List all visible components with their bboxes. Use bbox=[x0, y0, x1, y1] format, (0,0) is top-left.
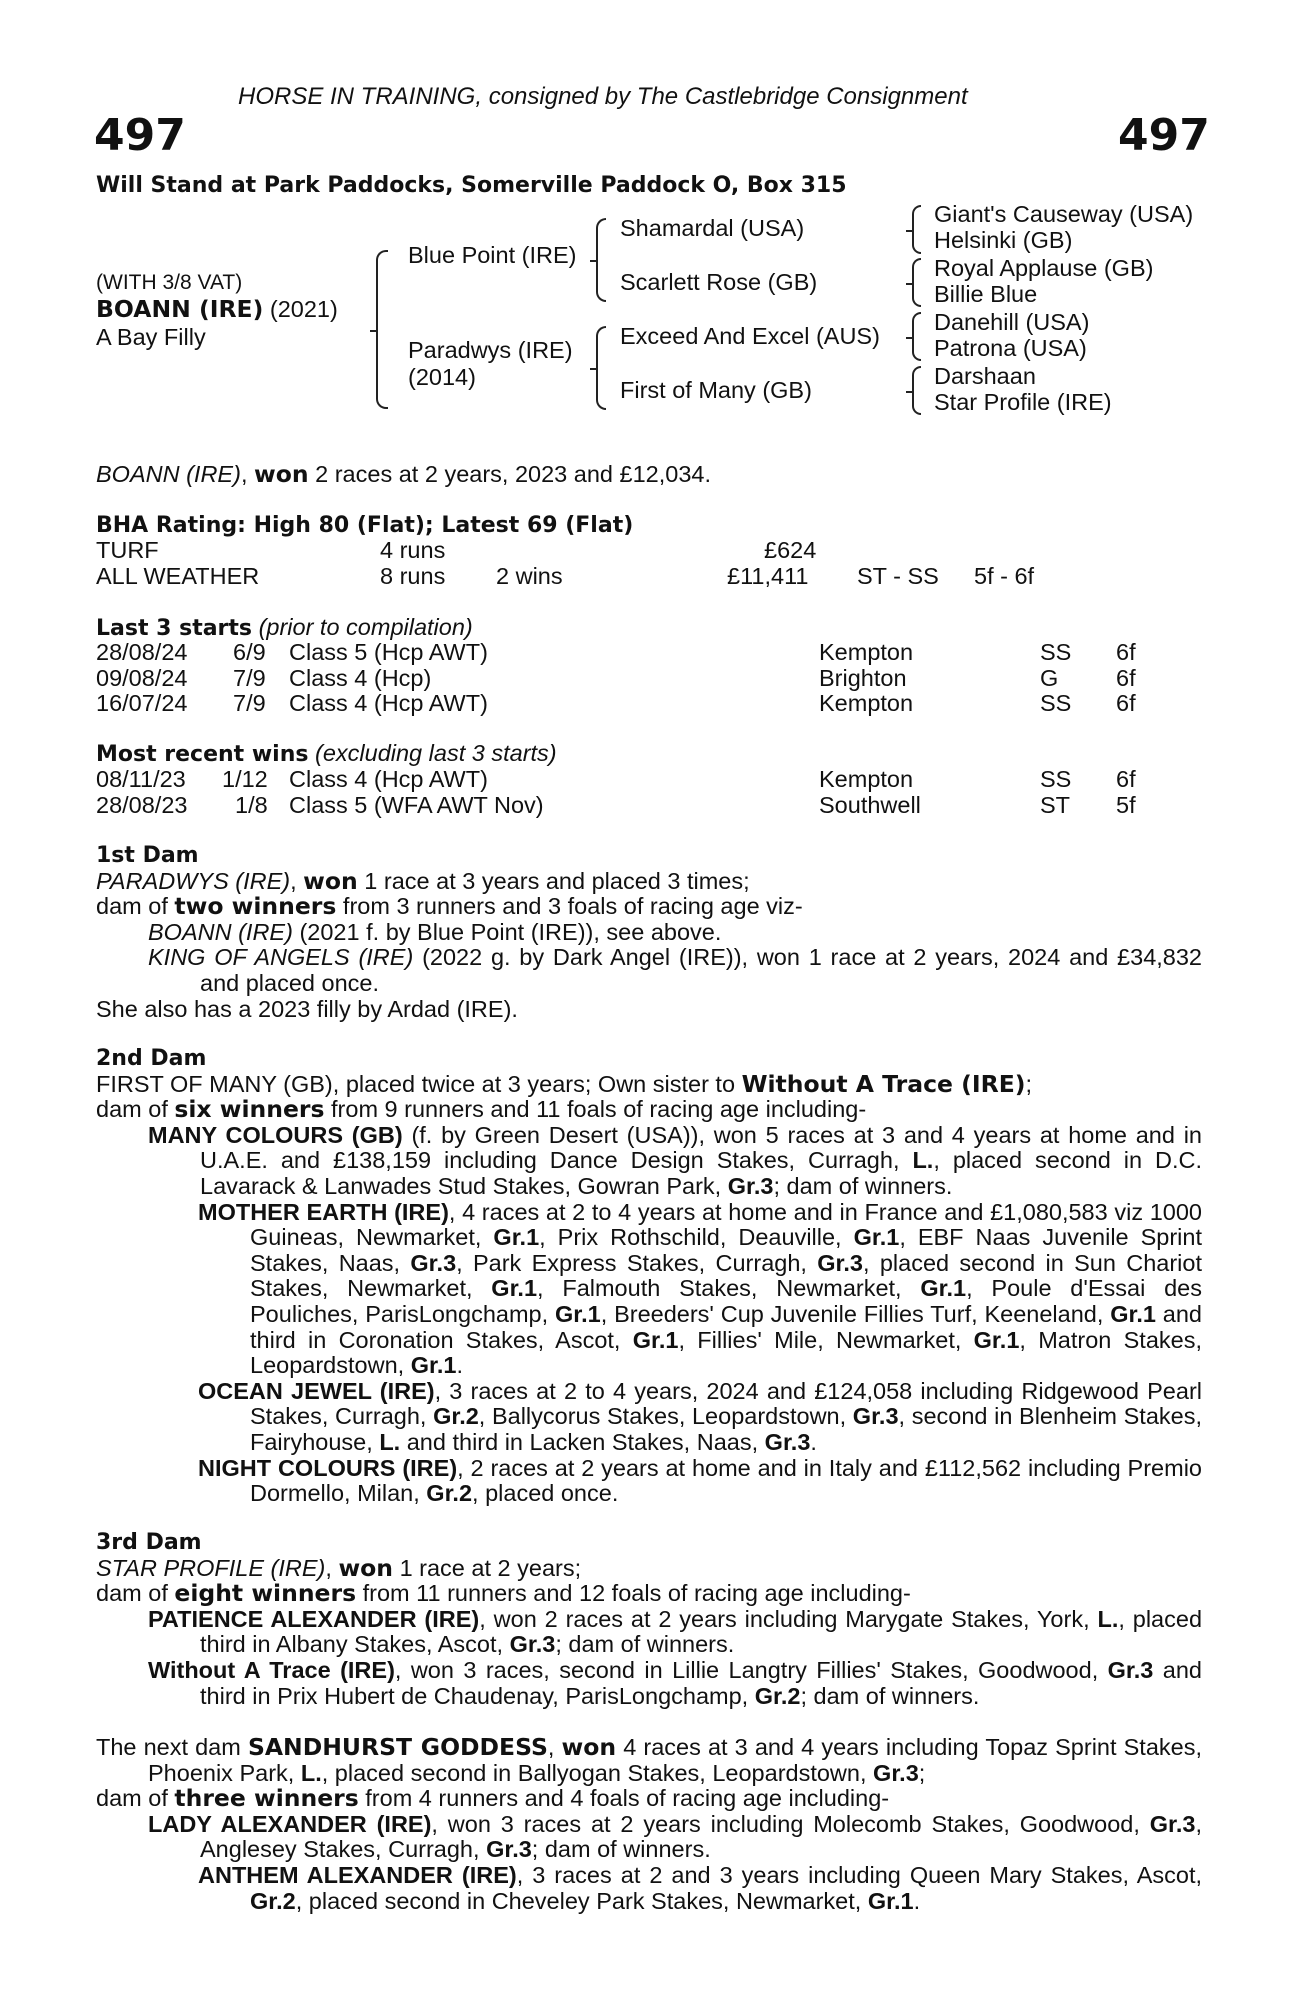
second-dam-winners: six winners bbox=[174, 1095, 325, 1124]
third-dam-produce-text: from 11 runners and 12 foals of racing age including- bbox=[362, 1580, 911, 1607]
second-dam-text: FIRST OF MANY (GB), placed twice at 3 years; Own sister to bbox=[96, 1070, 736, 1097]
start-race: Class 5 (Hcp AWT) bbox=[289, 639, 488, 665]
win-date: 28/08/23 bbox=[96, 792, 188, 818]
third-dam-section bbox=[96, 1530, 1202, 1709]
first-dam-heading: 1st Dam bbox=[96, 843, 199, 868]
rating-aw-surface: ALL WEATHER bbox=[96, 563, 260, 589]
recent-wins-note: (excluding last 3 starts) bbox=[315, 740, 557, 766]
last-starts-note: (prior to compilation) bbox=[258, 614, 473, 640]
start-position: 7/9 bbox=[233, 665, 266, 691]
start-going: G bbox=[1040, 665, 1059, 691]
recent-wins-title: Most recent wins bbox=[96, 742, 309, 767]
first-dam-name: PARADWYS (IRE) bbox=[96, 867, 291, 894]
second-dam-record bbox=[96, 1069, 1202, 1098]
second-dam-produce-text: from 9 runners and 11 foals of racing age including- bbox=[331, 1096, 867, 1123]
win-course: Kempton bbox=[819, 766, 914, 792]
lot-number-left: 497 bbox=[94, 110, 186, 161]
pedigree-brace-g1 bbox=[912, 205, 921, 254]
progeny-entry: LADY ALEXANDER (IRE), won 3 races at 2 years including Molecomb Stakes, Goodwood, Gr.3, Anglesey Stakes, Curragh, Gr.3; dam of winners. bbox=[148, 1810, 1202, 1863]
rating-aw-runs: 8 runs bbox=[380, 563, 446, 589]
second-dam-produce bbox=[96, 1097, 1202, 1123]
first-dam-also: She also has a 2023 filly by Ardad (IRE). bbox=[96, 995, 518, 1022]
lot-number-right: 497 bbox=[1118, 110, 1210, 161]
pedigree-brace-main bbox=[376, 250, 388, 409]
third-dam-text: 1 race at 2 years; bbox=[399, 1554, 582, 1581]
pedigree-sire-sire: Shamardal (USA) bbox=[620, 215, 805, 241]
dam-of-prefix: dam of bbox=[96, 893, 168, 920]
pedigree-brace-g4 bbox=[912, 366, 921, 415]
win-position: 1/8 bbox=[235, 792, 268, 818]
progeny-entry bbox=[96, 945, 1202, 996]
next-dam-prefix: The next dam bbox=[96, 1734, 241, 1760]
rating-turf-surface: TURF bbox=[96, 537, 159, 563]
third-dam-name: STAR PROFILE (IRE) bbox=[96, 1554, 326, 1581]
pedigree-brace-g3 bbox=[912, 312, 921, 361]
pedigree-g7: Darshaan bbox=[934, 363, 1036, 389]
first-dam-produce-text: from 3 runners and 3 foals of racing age viz- bbox=[342, 893, 803, 920]
progeny-entry: PATIENCE ALEXANDER (IRE), won 2 races at 2 years including Marygate Stakes, York, L., placed third in Albany Stakes, Ascot, Gr.3; dam of winners. bbox=[148, 1605, 1203, 1658]
start-date: 09/08/24 bbox=[96, 665, 188, 691]
next-dam-section bbox=[96, 1735, 1202, 1914]
dam-of-prefix: dam of bbox=[96, 1580, 168, 1607]
next-dam-name: SANDHURST GODDESS bbox=[247, 1733, 548, 1761]
summary-horse-name: BOANN (IRE) bbox=[96, 461, 241, 487]
pedigree-brace-g2 bbox=[912, 258, 921, 307]
recent-wins-heading bbox=[96, 741, 557, 768]
pedigree-g8: Star Profile (IRE) bbox=[934, 389, 1112, 415]
first-dam-winners: two winners bbox=[174, 892, 337, 921]
next-dam-won: won bbox=[561, 1733, 617, 1761]
second-dam-sister: Without A Trace (IRE) bbox=[741, 1069, 1026, 1098]
pedigree-brace-sire bbox=[596, 218, 606, 302]
progeny-entry bbox=[96, 920, 1202, 946]
win-distance: 5f bbox=[1116, 792, 1136, 818]
dam-of-prefix: dam of bbox=[96, 1785, 168, 1812]
win-course: Southwell bbox=[819, 792, 921, 818]
start-race: Class 4 (Hcp) bbox=[289, 665, 432, 691]
start-distance: 6f bbox=[1116, 665, 1136, 691]
second-dam-section bbox=[96, 1046, 1202, 1507]
pedigree-dam-dam: First of Many (GB) bbox=[620, 377, 812, 403]
race-summary: BOANN (IRE), won 2 races at 2 years, 2023 and £12,034. bbox=[96, 460, 711, 488]
rating-turf-prize: £624 bbox=[764, 537, 817, 563]
pedigree-dam-year: (2014) bbox=[408, 364, 476, 390]
third-dam-produce bbox=[96, 1581, 1202, 1607]
progeny-name: KING OF ANGELS (IRE) bbox=[148, 944, 414, 971]
pedigree-sire-dam: Scarlett Rose (GB) bbox=[620, 269, 818, 295]
next-dam-produce-text: from 4 runners and 4 foals of racing age including- bbox=[365, 1785, 890, 1812]
third-dam-heading: 3rd Dam bbox=[96, 1530, 202, 1555]
start-course: Kempton bbox=[819, 639, 914, 665]
progeny-entry: OCEAN JEWEL (IRE), 3 races at 2 to 4 years, 2024 and £124,058 including Ridgewood Pearl Stakes, Curragh, Gr.2, Ballycorus Stakes, Leopardstown, Gr.3, second in Blenheim Stakes, Fairyhouse, L. and third in Lacken Stakes, Naas, Gr.3. bbox=[198, 1377, 1202, 1455]
rating-turf-runs: 4 runs bbox=[380, 537, 446, 563]
stand-line: Will Stand at Park Paddocks, Somerville Paddock O, Box 315 bbox=[96, 173, 847, 198]
pedigree-dam: Paradwys (IRE) bbox=[408, 337, 573, 363]
first-dam-produce bbox=[96, 894, 1202, 920]
next-dam-record: The next dam SANDHURST GODDESS, won 4 races at 3 and 4 years including Topaz Sprint Stakes, Phoenix Park, L., placed second in Ballyogan Stakes, Leopardstown, Gr.3; bbox=[96, 1733, 1202, 1786]
summary-won: won bbox=[254, 460, 309, 488]
start-distance: 6f bbox=[1116, 690, 1136, 716]
win-race: Class 5 (WFA AWT Nov) bbox=[289, 792, 544, 818]
progeny-entry: ANTHEM ALEXANDER (IRE), 3 races at 2 and 3 years including Queen Mary Stakes, Ascot, Gr.2, placed second in Cheveley Park Stakes, Newmarket, Gr.1. bbox=[198, 1861, 1203, 1914]
start-going: SS bbox=[1040, 639, 1072, 665]
first-dam-text: 1 race at 3 years and placed 3 times; bbox=[364, 867, 750, 894]
next-dam-winners: three winners bbox=[174, 1784, 359, 1813]
second-dam-heading: 2nd Dam bbox=[96, 1046, 207, 1071]
progeny-entry: Without A Trace (IRE), won 3 races, second in Lillie Langtry Fillies' Stakes, Goodwood, Gr.3 and third in Prix Hubert de Chaudenay, ParisLongchamp, Gr.2; dam of winners. bbox=[148, 1656, 1202, 1709]
pedigree-brace-dam bbox=[596, 326, 606, 410]
next-dam-produce bbox=[96, 1786, 1202, 1812]
progeny-entry: MOTHER EARTH (IRE), 4 races at 2 to 4 years at home and in France and £1,080,583 viz 1000 Guineas, Newmarket, Gr.1, Prix Rothschild, Deauville, Gr.1, EBF Naas Juvenile Sprint Stakes, Naas, Gr.3, Park Express Stakes, Curragh, Gr.3, placed second in Sun Chariot Stakes, Newmarket, Gr.1, Falmouth Stakes, Newmarket, Gr.1, Poule d'Essai des Pouliches, ParisLongchamp, Gr.1, Breeders' Cup Juvenile Fillies Turf, Keeneland, Gr.1 and third in Coronation Stakes, Ascot, Gr.1, Fillies' Mile, Newmarket, Gr.1, Matron Stakes, Leopardstown, Gr.1. bbox=[198, 1198, 1203, 1379]
rating-aw-going: ST - SS bbox=[857, 563, 939, 589]
start-course: Kempton bbox=[819, 690, 914, 716]
punctuation: ; bbox=[1025, 1070, 1033, 1097]
third-dam-won: won bbox=[338, 1553, 394, 1582]
vat-note: (WITH 3/8 VAT) bbox=[96, 271, 243, 294]
pedigree-g3: Royal Applause (GB) bbox=[934, 255, 1154, 281]
win-going: SS bbox=[1040, 766, 1072, 792]
start-position: 6/9 bbox=[233, 639, 266, 665]
win-distance: 6f bbox=[1116, 766, 1136, 792]
pedigree-g4: Billie Blue bbox=[934, 281, 1038, 307]
first-dam-record: PARADWYS (IRE), won 1 race at 3 years and placed 3 times; bbox=[96, 866, 750, 895]
first-dam-section bbox=[96, 843, 1202, 1022]
pedigree-g1: Giant's Causeway (USA) bbox=[934, 201, 1194, 227]
last-starts-title: Last 3 starts bbox=[96, 616, 253, 641]
progeny-text: (2021 f. by Blue Point (IRE)), see above. bbox=[299, 918, 722, 945]
pedigree-g6: Patrona (USA) bbox=[934, 335, 1087, 361]
start-course: Brighton bbox=[819, 665, 907, 691]
win-race: Class 4 (Hcp AWT) bbox=[289, 766, 488, 792]
horse-name: BOANN (IRE) bbox=[96, 295, 264, 323]
win-date: 08/11/23 bbox=[96, 766, 186, 792]
pedigree-g5: Danehill (USA) bbox=[934, 309, 1090, 335]
rating-aw-prize: £11,411 bbox=[727, 563, 809, 589]
third-dam-winners: eight winners bbox=[174, 1579, 357, 1608]
horse-year: (2021) bbox=[269, 296, 338, 322]
rating-heading: BHA Rating: High 80 (Flat); Latest 69 (Flat) bbox=[96, 513, 634, 538]
pedigree-sire: Blue Point (IRE) bbox=[408, 242, 577, 268]
rating-aw-distance: 5f - 6f bbox=[974, 563, 1035, 589]
horse-description: A Bay Filly bbox=[96, 324, 206, 350]
progeny-text: (2022 g. by Dark Angel (IRE)), won 1 race at 2 years, 2024 and £34,832 and placed once. bbox=[200, 944, 1203, 996]
start-position: 7/9 bbox=[233, 690, 266, 716]
win-going: ST bbox=[1040, 792, 1071, 818]
consignor-line: HORSE IN TRAINING, consigned by The Castlebridge Consignment bbox=[238, 83, 968, 110]
start-distance: 6f bbox=[1116, 639, 1136, 665]
last-starts-heading bbox=[96, 615, 473, 642]
pedigree-g2: Helsinki (GB) bbox=[934, 227, 1073, 253]
start-date: 16/07/24 bbox=[96, 690, 188, 716]
progeny-name: BOANN (IRE) bbox=[148, 918, 293, 945]
start-going: SS bbox=[1040, 690, 1072, 716]
third-dam-record: STAR PROFILE (IRE), won 1 race at 2 years; bbox=[96, 1553, 582, 1582]
win-position: 1/12 bbox=[222, 766, 268, 792]
start-race: Class 4 (Hcp AWT) bbox=[289, 690, 488, 716]
dam-of-prefix: dam of bbox=[96, 1096, 168, 1123]
first-dam-won: won bbox=[303, 866, 358, 895]
summary-text: 2 races at 2 years, 2023 and £12,034. bbox=[315, 461, 711, 487]
rating-aw-wins: 2 wins bbox=[496, 563, 563, 589]
progeny-entry: MANY COLOURS (GB) (f. by Green Desert (USA)), won 5 races at 3 and 4 years at home and in U.A.E. and £138,159 including Dance Design Stakes, Curragh, L., placed second in D.C. Lavarack & Lanwades Stud Stakes, Gowran Park, Gr.3; dam of winners. bbox=[148, 1121, 1202, 1199]
progeny-entry: NIGHT COLOURS (IRE), 2 races at 2 years at home and in Italy and £112,562 including Premio Dormello, Milan, Gr.2, placed once. bbox=[198, 1454, 1202, 1507]
start-date: 28/08/24 bbox=[96, 639, 188, 665]
horse-name-line bbox=[96, 297, 338, 323]
pedigree-dam-sire: Exceed And Excel (AUS) bbox=[620, 323, 880, 349]
